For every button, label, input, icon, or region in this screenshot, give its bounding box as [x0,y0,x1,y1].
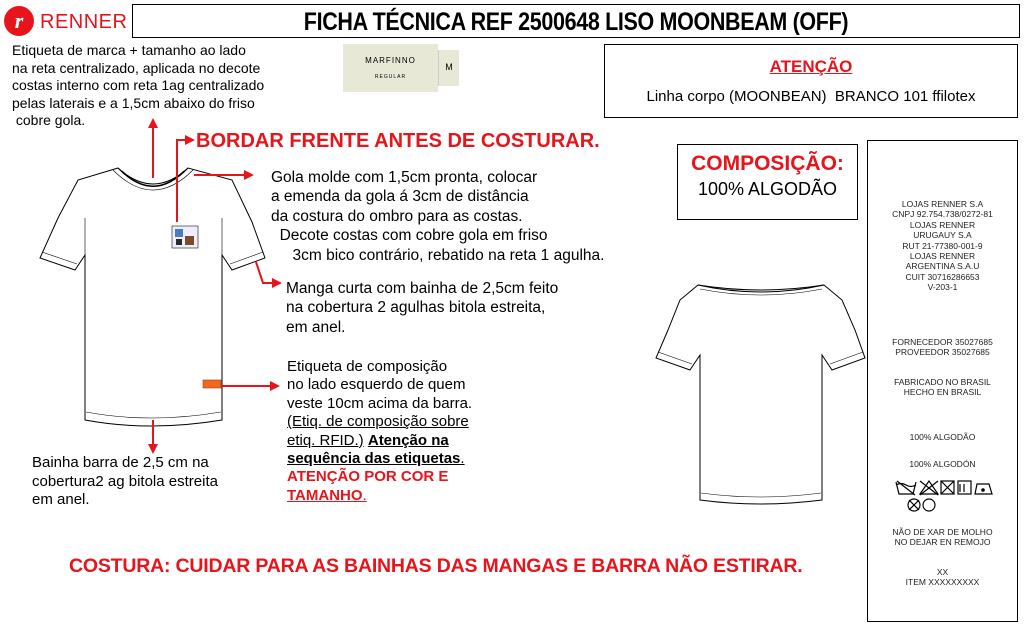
title-box [132,4,1020,38]
orange-composition-tag [203,380,221,388]
sleeve-note [286,279,558,337]
note-line: a emenda da gola á 3cm de distância [271,188,529,206]
note-line: Manga curta com bainha de 2,5cm feito [286,280,559,297]
rfid-line: (Etiq. de composição sobre [287,413,469,431]
attention-red-line-2: TAMANHO. [287,486,367,504]
renner-logo-icon: r [4,6,34,36]
care-composition-pt: 100% ALGODÃO [909,432,976,442]
note-line: no lado esquerdo de quem [287,376,466,394]
care-line: FORNECEDOR 35027685 [892,337,993,347]
label-sub: REGULAR [374,74,407,80]
label-tag [343,44,438,92]
care-origin-block [868,377,1017,398]
page-title: FICHA TÉCNICA REF 2500648 LISO MOONBEAM (OFF) [303,8,849,36]
footer-note: COSTURA: CUIDAR PARA AS BAINHAS DAS MANGAS E BARRA NÃO ESTIRAR. [69,555,803,577]
care-line: XX [936,567,949,577]
composition-value: 100% ALGODÃO [697,179,838,199]
rfid-line-2 [287,432,472,450]
hem-note [32,454,218,510]
note-line: Gola molde com 1,5cm pronta, colocar [271,169,538,186]
care-supplier-block [868,337,1017,358]
logo-box [0,4,132,38]
note-line: da costura do ombro para as costas. [271,207,523,225]
care-composition-es: 100% ALGODÓN [909,459,976,469]
care-line: V-203-1 [927,282,958,293]
sequence-text: sequência das etiquetas [287,450,461,468]
composition-title: COMPOSIÇÃO: [691,152,844,175]
care-line: LOJAS RENNER [909,251,976,262]
attention-box [604,44,1018,118]
sequence-line: sequência das etiquetas. [287,450,465,468]
attention-title: ATENÇÃO [769,57,853,76]
attention-text: Linha corpo (MOONBEAN) BRANCO 101 ffilotex [646,88,976,105]
care-line: URUGAUY S.A [913,230,972,241]
note-line: na reta centralizado, aplicada no decote [12,59,261,76]
attention-red-text: TAMANHO [287,486,363,504]
care-line: RUT 21-77380-001-9 [902,240,983,251]
brand-label-sample [343,44,459,92]
attention-red-line-1: ATENÇÃO POR COR E [287,468,449,486]
care-line: ITEM XXXXXXXXX [905,577,980,588]
arrow-sleeve [256,262,280,283]
label-brand: MARFINNO [365,56,416,65]
tshirt-back-drawing [656,285,865,504]
note-line: cobertura2 ag bitola estreita [32,472,218,490]
note-line: Decote costas com cobre gola em friso [271,227,548,245]
note-line: Bainha barra de 2,5 cm na [32,454,209,471]
note-line: costas interno com reta 1ag centralizado [12,77,265,93]
note-line: 3cm bico contrário, rebatido na reta 1 agulha. [271,246,605,264]
care-line: NO DEJAR EN REMOJO [894,537,991,548]
embroidery-patch [172,226,198,248]
care-line: NÃO DE XAR DE MOLHO [892,527,993,537]
care-line: FABRICADO NO BRASIL [894,377,991,387]
attention-text: Atenção na [367,431,449,449]
care-soak-block [868,527,1017,548]
care-line: PROVEEDOR 35027685 [895,347,990,358]
care-line: CNPJ 92.754.738/0272-81 [892,209,993,220]
care-item-block [868,567,1017,588]
note-line: cobre gola. [12,112,86,128]
composition-box [677,144,858,220]
size-tag [438,50,459,86]
note-line: pelas laterais e a 1,5cm abaixo do friso [12,94,255,111]
brand-name: RENNER [40,11,128,33]
care-line: ARGENTINA S.A.U [905,261,980,272]
care-line: LOJAS RENNER S.A [901,199,984,209]
care-label [867,140,1018,622]
care-line: CUIT 30716286653 [905,271,980,282]
care-line: LOJAS RENNER [909,219,976,230]
embroidery-note: BORDAR FRENTE ANTES DE COSTURAR. [196,130,600,152]
note-line: veste 10cm acima da barra. [287,394,473,412]
note-line: em anel. [286,318,346,336]
composition-label-note [287,358,472,505]
note-line: Etiqueta de marca + tamanho ao lado [12,42,246,58]
note-line: Etiqueta de composição [287,358,448,375]
care-company-block [868,199,1017,293]
rfid-text: etiq. RFID.) [287,431,364,449]
collar-note [271,168,604,265]
tshirt-front-drawing [40,168,265,426]
note-line: na cobertura 2 agulhas bitola estreita, [286,299,546,317]
brand-label-note [12,42,264,130]
note-line: em anel. [32,491,90,508]
label-size: M [445,62,453,72]
care-line: HECHO EN BRASIL [903,387,982,398]
